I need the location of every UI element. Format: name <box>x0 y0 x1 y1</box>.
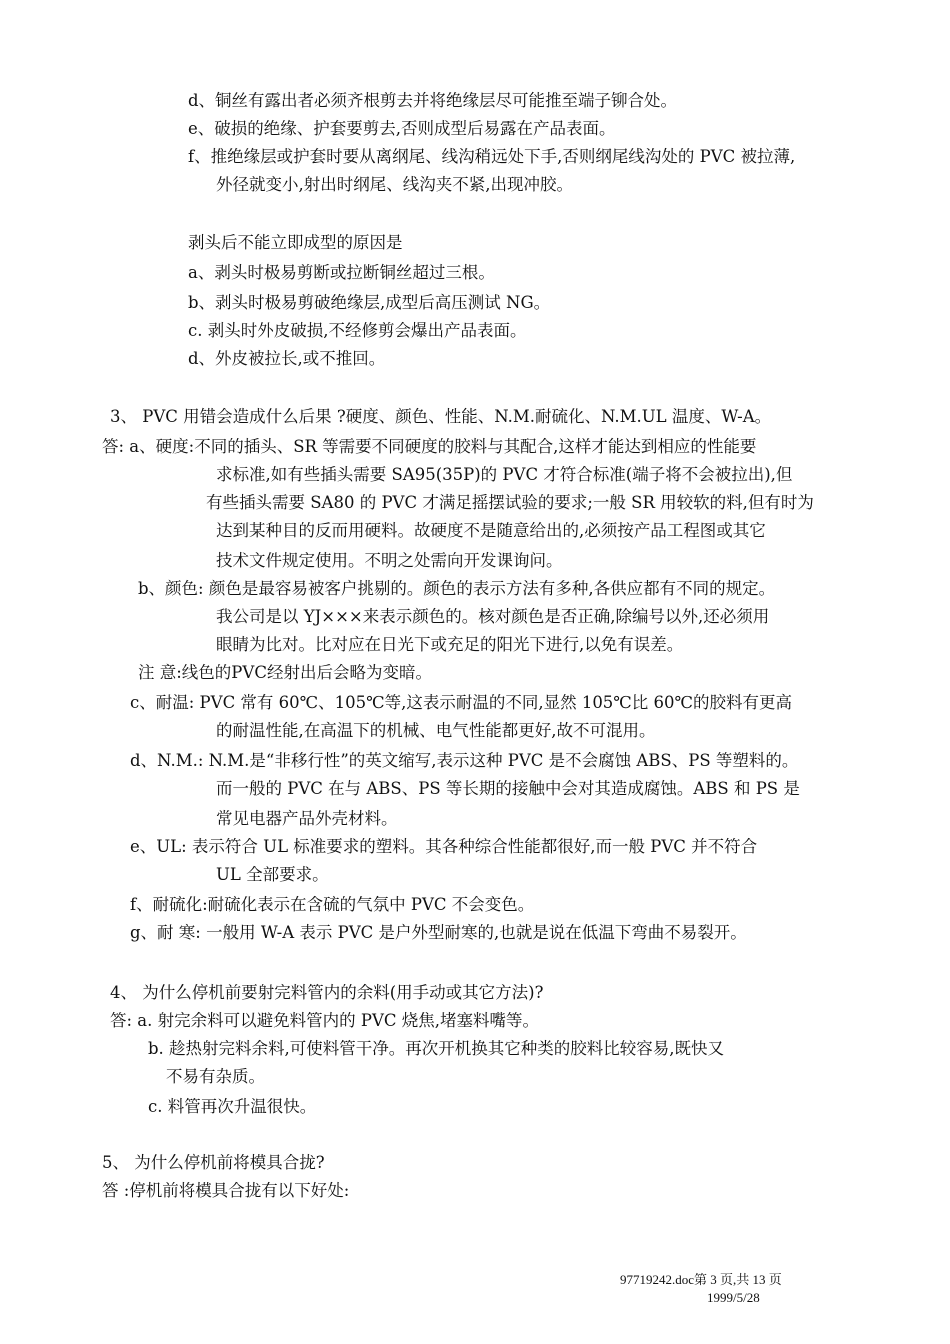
text-line: f、推绝缘层或护套时要从离纲尾、线沟稍远处下手,否则纲尾线沟处的 PVC 被拉薄, <box>188 147 796 166</box>
answer-line: 答 :停机前将模具合拢有以下好处: <box>102 1181 350 1200</box>
answer-line: 答: a、硬度:不同的插头、SR 等需要不同硬度的胶料与其配合,这样才能达到相应的性能要 <box>102 437 757 456</box>
text-line: 的耐温性能,在高温下的机械、电气性能都更好,故不可混用。 <box>216 721 656 740</box>
text-line: 我公司是以 YJ×××来表示颜色的。核对颜色是否正确,除编号以外,还必须用 <box>216 607 770 626</box>
text-line: c. 料管再次升温很快。 <box>148 1097 317 1116</box>
text-line: 外径就变小,射出时纲尾、线沟夹不紧,出现冲胶。 <box>216 175 573 194</box>
text-line: c. 剥头时外皮破损,不经修剪会爆出产品表面。 <box>188 321 527 340</box>
text-line: d、铜丝有露出者必须齐根剪去并将绝缘层尽可能推至端子铆合处。 <box>188 91 678 110</box>
text-line: b、剥头时极易剪破绝缘层,成型后高压测试 NG。 <box>188 293 551 312</box>
footer-date: 1999/5/28 <box>707 1290 760 1305</box>
answer-line: 答: a. 射完余料可以避免料管内的 PVC 烧焦,堵塞料嘴等。 <box>110 1011 540 1030</box>
question-4: 4、 为什么停机前要射完料管内的余料(用手动或其它方法)? <box>110 983 544 1002</box>
text-line: 求标准,如有些插头需要 SA95(35P)的 PVC 才符合标准(端子将不会被拉出),但 <box>216 465 793 484</box>
text-line: 眼睛为比对。比对应在日光下或充足的阳光下进行,以免有误差。 <box>216 635 684 654</box>
text-line: 不易有杂质。 <box>166 1067 265 1086</box>
text-line: e、破损的绝缘、护套要剪去,否则成型后易露在产品表面。 <box>188 119 616 138</box>
footer-page-info: 97719242.doc第 3 页,共 13 页 <box>620 1272 782 1287</box>
text-line: a、剥头时极易剪断或拉断铜丝超过三根。 <box>188 263 495 282</box>
text-line: 技术文件规定使用。不明之处需向开发课询问。 <box>216 551 563 570</box>
text-line: UL 全部要求。 <box>216 865 329 884</box>
text-line: g、耐 寒: 一般用 W-A 表示 PVC 是户外型耐寒的,也就是说在低温下弯曲不易裂开。 <box>130 923 747 942</box>
text-line: d、外皮被拉长,或不推回。 <box>188 349 386 368</box>
text-line: 有些插头需要 SA80 的 PVC 才满足摇摆试验的要求;一般 SR 用较软的料,但有时为 <box>206 493 814 512</box>
question-5: 5、 为什么停机前将模具合拢? <box>102 1153 325 1172</box>
text-line: c、耐温: PVC 常有 60℃、105℃等,这表示耐温的不同,显然 105℃比 60℃的胶料有更高 <box>130 693 792 712</box>
text-line: 常见电器产品外壳材料。 <box>216 809 398 828</box>
text-line: d、N.M.: N.M.是“非移行性”的英文缩写,表示这种 PVC 是不会腐蚀 ABS、PS 等塑料的。 <box>130 751 799 770</box>
text-line: 而一般的 PVC 在与 ABS、PS 等长期的接触中会对其造成腐蚀。ABS 和 PS 是 <box>216 779 800 798</box>
question-3: 3、 PVC 用错会造成什么后果 ?硬度、颜色、性能、N.M.耐硫化、N.M.UL 温度、W-A。 <box>110 407 772 426</box>
section-heading: 剥头后不能立即成型的原因是 <box>188 233 403 252</box>
text-line: f、耐硫化:耐硫化表示在含硫的气氛中 PVC 不会变色。 <box>130 895 535 914</box>
text-line: b. 趁热射完料余料,可使料管干净。再次开机换其它种类的胶料比较容易,既快又 <box>148 1039 725 1058</box>
text-line: 达到某种目的反而用硬料。故硬度不是随意给出的,必须按产品工程图或其它 <box>216 521 766 540</box>
text-line: b、颜色: 颜色是最容易被客户挑剔的。颜色的表示方法有多种,各供应都有不同的规定。 <box>138 579 776 598</box>
text-line: e、UL: 表示符合 UL 标准要求的塑料。其各种综合性能都很好,而一般 PVC 并不符合 <box>130 837 758 856</box>
note-line: 注 意:线色的PVC经射出后会略为变暗。 <box>138 663 432 682</box>
